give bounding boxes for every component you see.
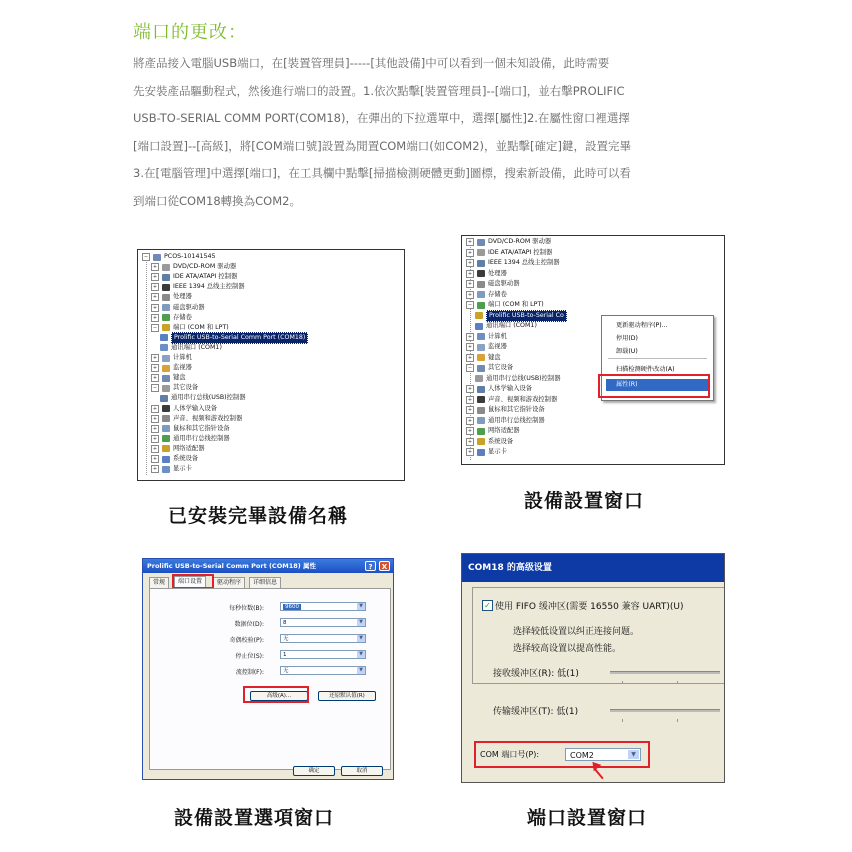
tree-item-label: 其它设备: [488, 364, 514, 371]
field-label: 停止位(S):: [235, 653, 264, 660]
caption-port-settings: 端口設置窗口: [527, 807, 648, 829]
expand-icon[interactable]: +: [152, 284, 158, 291]
expand-icon[interactable]: +: [152, 264, 158, 271]
expand-icon[interactable]: +: [152, 274, 158, 281]
expand-icon[interactable]: +: [152, 294, 158, 301]
tree-item-label: 通讯端口 (COM1): [486, 322, 537, 329]
advanced-button[interactable]: 高级(A)...: [250, 691, 308, 701]
tree-item-label: IDE ATA/ATAPI 控制器: [488, 248, 553, 256]
select-value: 无: [283, 636, 289, 642]
expand-icon[interactable]: +: [467, 407, 473, 413]
device-icon: [162, 264, 170, 271]
collapse-icon[interactable]: −: [152, 324, 158, 331]
settings-panel: [149, 588, 391, 770]
tree-item[interactable]: [142, 252, 215, 262]
tree-item-label: 声音、视频和游戏控制器: [173, 414, 243, 422]
device-icon: [162, 324, 170, 331]
tree-item[interactable]: [151, 464, 192, 474]
tree-item[interactable]: [151, 313, 192, 323]
expand-icon[interactable]: +: [152, 435, 158, 442]
expand-icon[interactable]: +: [467, 386, 473, 392]
expand-icon[interactable]: +: [467, 417, 473, 424]
hint-text: 选择较低设置以纠正连接问题。: [513, 627, 640, 637]
device-icon: [475, 323, 483, 330]
device-icon: [162, 304, 170, 311]
paragraph-line: 將產品接入電腦USB端口，在[裝置管理員]-----[其他設備]中可以看到一個未知設備，此時需要: [133, 56, 610, 70]
expand-icon[interactable]: +: [467, 333, 473, 340]
select-value: 无: [283, 668, 289, 674]
collapse-icon[interactable]: −: [143, 254, 149, 260]
expand-icon[interactable]: +: [467, 354, 473, 361]
tree-item[interactable]: [466, 279, 519, 289]
instructions-paragraph: [133, 50, 733, 215]
device-icon: [477, 449, 485, 456]
fifo-checkbox-label: 使用 FIFO 缓冲区(需要 16550 兼容 UART)(U): [495, 602, 684, 612]
select-value: COM2: [570, 751, 594, 760]
paragraph-line: 到端口從COM18轉換為COM2。: [133, 193, 301, 208]
paragraph-line: [端口設置]--[高級]，將[COM端口號]設置為閒置COM端口(如COM2)，並點擊[確定]鍵，設置完畢: [133, 138, 631, 153]
tree-item[interactable]: [160, 343, 222, 353]
chevron-down-icon: ▼: [357, 635, 365, 642]
collapse-icon[interactable]: −: [152, 385, 158, 392]
tree-item-label: 处理器: [488, 269, 507, 277]
device-icon: [162, 375, 170, 382]
cancel-button[interactable]: 取消: [341, 766, 383, 776]
tree-item-label: 其它设备: [173, 384, 199, 392]
device-icon: [477, 354, 485, 361]
expand-icon[interactable]: +: [467, 239, 473, 245]
tree-item[interactable]: [466, 437, 513, 447]
tree-item-label: 通用串行总线控制器: [488, 416, 545, 424]
expand-icon[interactable]: +: [152, 425, 158, 432]
device-icon: [477, 333, 485, 340]
device-icon: [477, 407, 485, 414]
tree-item-label: 系统设备: [488, 437, 514, 445]
receive-buffer-slider[interactable]: [610, 671, 720, 674]
tree-item[interactable]: [160, 393, 246, 403]
tree-item-label: 通用串行总线(USB)控制器: [171, 394, 246, 402]
menu-item-disable[interactable]: 停用(D): [616, 335, 638, 342]
transmit-buffer-slider[interactable]: [610, 709, 720, 712]
tree-item[interactable]: [151, 434, 230, 444]
tree-item-label: 键盘: [488, 353, 501, 361]
tree-item[interactable]: [466, 332, 507, 342]
highlight-box: [474, 741, 650, 768]
tree-item-label: IEEE 1394 总线主控制器: [173, 283, 245, 291]
tree-item[interactable]: [466, 426, 519, 436]
device-icon: [477, 249, 485, 256]
tree-item[interactable]: [466, 384, 532, 394]
tree-item[interactable]: [151, 454, 198, 464]
tree-item-label: 通讯端口 (COM1): [171, 343, 222, 351]
tree-item[interactable]: [466, 447, 507, 457]
device-icon: [477, 239, 485, 246]
tree-item-label: 鼠标和其它指针设备: [173, 424, 230, 432]
tree-item-label: Prolific USB-to-Serial Co: [486, 310, 567, 322]
tree-item-label: 显示卡: [488, 448, 507, 455]
device-icon: [477, 344, 485, 351]
page-title: 端口的更改：: [133, 22, 247, 43]
select-value: 8: [283, 620, 287, 626]
expand-icon[interactable]: +: [152, 365, 158, 372]
expand-icon[interactable]: +: [467, 344, 473, 350]
device-icon: [477, 281, 485, 288]
expand-icon[interactable]: +: [152, 456, 158, 462]
highlight-box: [243, 686, 309, 703]
menu-separator: [608, 358, 707, 359]
bits-per-second-select[interactable]: [280, 602, 366, 611]
paragraph-line: 3.在[電腦管理]中選擇[端口]，在工具欄中點擊[掃描檢測硬體更動]圖標，搜索新設備，此時可以看: [133, 166, 631, 180]
tree-item[interactable]: [151, 363, 192, 373]
tree-item-label: 网络适配器: [488, 427, 520, 434]
device-icon: [477, 365, 485, 372]
tree-item[interactable]: [466, 290, 507, 300]
port-properties-dialog: [142, 558, 394, 780]
tree-item-label: 磁盘驱动器: [488, 280, 520, 287]
device-manager-screenshot: [137, 249, 405, 481]
paragraph-line: 先安裝產品驅動程式，然後進行端口的設置。1.依次點擊[裝置管理員]--[端口]，並右擊PROLIFIC: [133, 83, 625, 98]
stop-bits-select[interactable]: [280, 650, 366, 659]
tab-port-settings[interactable]: 端口设置: [174, 576, 206, 588]
tree-item[interactable]: [466, 395, 557, 405]
tree-item-label: IEEE 1394 总线主控制器: [488, 259, 560, 266]
tree-item[interactable]: [151, 292, 192, 302]
tree-item[interactable]: [151, 383, 198, 393]
tree-item[interactable]: [466, 342, 507, 352]
expand-icon[interactable]: +: [467, 270, 473, 277]
device-icon: [162, 314, 170, 321]
tree-item-label: 端口 (COM 和 LPT): [488, 301, 544, 308]
device-icon: [162, 425, 170, 432]
tree-item-label: 系统设备: [173, 455, 199, 462]
highlight-box: [598, 374, 710, 398]
paragraph-line: USB-TO-SERIAL COMM PORT(COM18)，在彈出的下拉選單中，選擇[屬性]2.在屬性窗口裡選擇: [133, 111, 630, 125]
tree-item-label: 端口 (COM 和 LPT): [173, 323, 229, 331]
restore-defaults-button[interactable]: 还原默认值(R): [318, 691, 376, 701]
tree-item-label: DVD/CD-ROM 驱动器: [488, 238, 552, 245]
tab-general[interactable]: 常规: [149, 577, 169, 588]
tree-item[interactable]: [151, 262, 236, 272]
tree-item[interactable]: [466, 416, 545, 426]
expand-icon[interactable]: +: [467, 260, 473, 266]
tab-driver[interactable]: 驱动程序: [213, 577, 245, 588]
dialog-title: COM18 的高级设置: [462, 554, 724, 582]
tree-item-label: 通用串行总线控制器: [173, 434, 230, 442]
device-icon: [477, 386, 485, 393]
collapse-icon[interactable]: −: [467, 302, 473, 308]
tree-item[interactable]: [475, 321, 537, 331]
device-icon: [162, 385, 170, 392]
caption-settings-options: 設備設置選項窗口: [174, 807, 335, 829]
tree-item[interactable]: [466, 405, 545, 415]
tree-item-label: IDE ATA/ATAPI 控制器: [173, 273, 238, 281]
ok-button[interactable]: 确定: [293, 766, 335, 776]
expand-icon[interactable]: +: [467, 249, 473, 256]
expand-icon[interactable]: +: [152, 405, 158, 412]
com-port-label: COM 端口号(P):: [480, 750, 540, 759]
chevron-down-icon: ▼: [357, 619, 365, 626]
tree-item-label: 存储卷: [488, 290, 507, 298]
device-icon: [162, 456, 170, 463]
tree-item[interactable]: [151, 424, 230, 434]
tree-item-label: 处理器: [173, 293, 192, 301]
tree-item-label: 磁盘驱动器: [173, 303, 205, 311]
tree-item[interactable]: [466, 237, 551, 247]
device-icon: [477, 428, 485, 435]
tree-item[interactable]: [466, 363, 513, 373]
device-icon: [162, 466, 170, 473]
select-value: 1: [283, 652, 287, 658]
device-icon: [162, 274, 170, 281]
menu-item-properties[interactable]: 属性(R): [606, 379, 708, 391]
tree-item-label: 显示卡: [173, 465, 192, 473]
expand-icon[interactable]: +: [467, 428, 473, 434]
field-label: 数据位(D):: [234, 621, 264, 628]
flow-control-select[interactable]: [280, 666, 366, 675]
close-button[interactable]: X: [379, 561, 390, 571]
expand-icon[interactable]: +: [152, 375, 158, 382]
tree-item[interactable]: [151, 272, 237, 282]
receive-buffer-label: 接收缓冲区(R): 低(1): [493, 669, 579, 679]
tree-item-label: 计算机: [488, 332, 507, 340]
highlight-box: [172, 574, 214, 589]
menu-item-scan-hardware[interactable]: 扫描检测硬件改动(A): [616, 366, 675, 373]
tree-item-label: 人体学输入设备: [173, 404, 218, 412]
tree-item-label: PCOS-10141545: [164, 253, 216, 260]
chevron-down-icon: ▼: [628, 750, 639, 759]
tree-item[interactable]: [151, 303, 204, 313]
tree-item[interactable]: [466, 353, 501, 363]
expand-icon[interactable]: +: [152, 445, 158, 452]
device-icon: [475, 375, 483, 382]
device-icon: [477, 302, 485, 309]
tree-item-label: 键盘: [173, 374, 186, 382]
tree-item-label: 监视器: [173, 364, 192, 372]
caption-device-settings: 設備設置窗口: [524, 490, 645, 512]
device-icon: [477, 260, 485, 267]
help-button[interactable]: ?: [365, 561, 376, 571]
expand-icon[interactable]: +: [152, 355, 158, 361]
tree-item[interactable]: [151, 414, 242, 424]
expand-icon[interactable]: +: [152, 415, 158, 422]
tree-item-label: 声音、视频和游戏控制器: [488, 395, 558, 403]
tree-item[interactable]: [475, 311, 567, 321]
device-icon: [153, 254, 161, 261]
tree-item-label: 人体学输入设备: [488, 385, 533, 392]
field-label: 流控制(F):: [235, 669, 264, 676]
chevron-down-icon: ▼: [357, 603, 365, 610]
expand-icon[interactable]: +: [152, 314, 158, 321]
tree-item[interactable]: [466, 269, 507, 279]
device-icon: [477, 396, 485, 403]
tree-item[interactable]: [151, 373, 186, 383]
collapse-icon[interactable]: −: [467, 365, 473, 371]
expand-icon[interactable]: +: [467, 396, 473, 403]
device-icon: [162, 415, 170, 422]
menu-item-uninstall[interactable]: 卸载(U): [616, 348, 638, 355]
device-icon: [477, 417, 485, 424]
device-icon: [160, 395, 168, 402]
device-icon: [477, 438, 485, 445]
tree-item[interactable]: [466, 258, 560, 268]
expand-icon[interactable]: +: [467, 291, 473, 298]
tree-item-label: 通用串行总线(USB)控制器: [486, 374, 561, 382]
expand-icon[interactable]: +: [152, 466, 158, 473]
advanced-settings-dialog: [461, 553, 725, 783]
data-bits-select[interactable]: [280, 618, 366, 627]
tree-item[interactable]: [151, 282, 245, 292]
field-label: 奇偶校验(P):: [229, 637, 264, 644]
device-icon: [160, 344, 168, 351]
tree-item[interactable]: [151, 353, 192, 363]
menu-item-update-driver[interactable]: 更新驱动程序(P)...: [616, 322, 668, 329]
device-icon: [475, 312, 483, 319]
tree-item-label: 计算机: [173, 354, 192, 361]
field-label: 每秒位数(B):: [229, 605, 264, 612]
expand-icon[interactable]: +: [467, 281, 473, 287]
slider-tick: [622, 719, 623, 722]
device-icon: [162, 355, 170, 362]
expand-icon[interactable]: +: [467, 449, 473, 455]
device-icon: [162, 445, 170, 452]
tree-item-label: 鼠标和其它指针设备: [488, 406, 545, 413]
device-icon: [162, 405, 170, 412]
slider-tick: [677, 719, 678, 722]
tree-item[interactable]: [160, 333, 308, 343]
checkbox-checked-icon[interactable]: ✓: [482, 600, 493, 611]
tree-item-label: Prolific USB-to-Serial Comm Port (COM18): [171, 332, 308, 344]
tree-item[interactable]: [466, 248, 552, 258]
device-icon: [160, 334, 168, 341]
device-icon: [162, 294, 170, 301]
device-icon: [477, 291, 485, 298]
tree-item[interactable]: [151, 444, 204, 454]
tree-item[interactable]: [475, 374, 561, 384]
tree-item[interactable]: [466, 300, 544, 310]
tree-item-label: 存储卷: [173, 313, 192, 321]
chevron-down-icon: ▼: [357, 667, 365, 674]
tab-details[interactable]: 详细信息: [249, 577, 281, 588]
parity-select[interactable]: [280, 634, 366, 643]
device-icon: [162, 365, 170, 372]
tree-item-label: 网络适配器: [173, 444, 205, 452]
tree-item-label: DVD/CD-ROM 驱动器: [173, 263, 237, 271]
expand-icon[interactable]: +: [152, 304, 158, 311]
transmit-buffer-label: 传输缓冲区(T): 低(1): [493, 707, 579, 717]
slider-tick: [677, 681, 678, 684]
tree-item-label: 监视器: [488, 343, 507, 350]
hint-text: 选择较高设置以提高性能。: [513, 644, 622, 654]
dialog-title: Prolific USB-to-Serial Comm Port (COM18) 属性: [143, 559, 393, 573]
device-icon: [162, 284, 170, 291]
device-icon: [162, 435, 170, 442]
slider-tick: [622, 681, 623, 684]
select-value: 9600: [285, 604, 299, 610]
expand-icon[interactable]: +: [467, 438, 473, 445]
device-icon: [477, 270, 485, 277]
tree-item[interactable]: [151, 404, 217, 414]
caption-installed-device: 已安裝完畢設備名稱: [168, 505, 349, 527]
chevron-down-icon: ▼: [357, 651, 365, 658]
arrow-icon: [594, 769, 603, 779]
